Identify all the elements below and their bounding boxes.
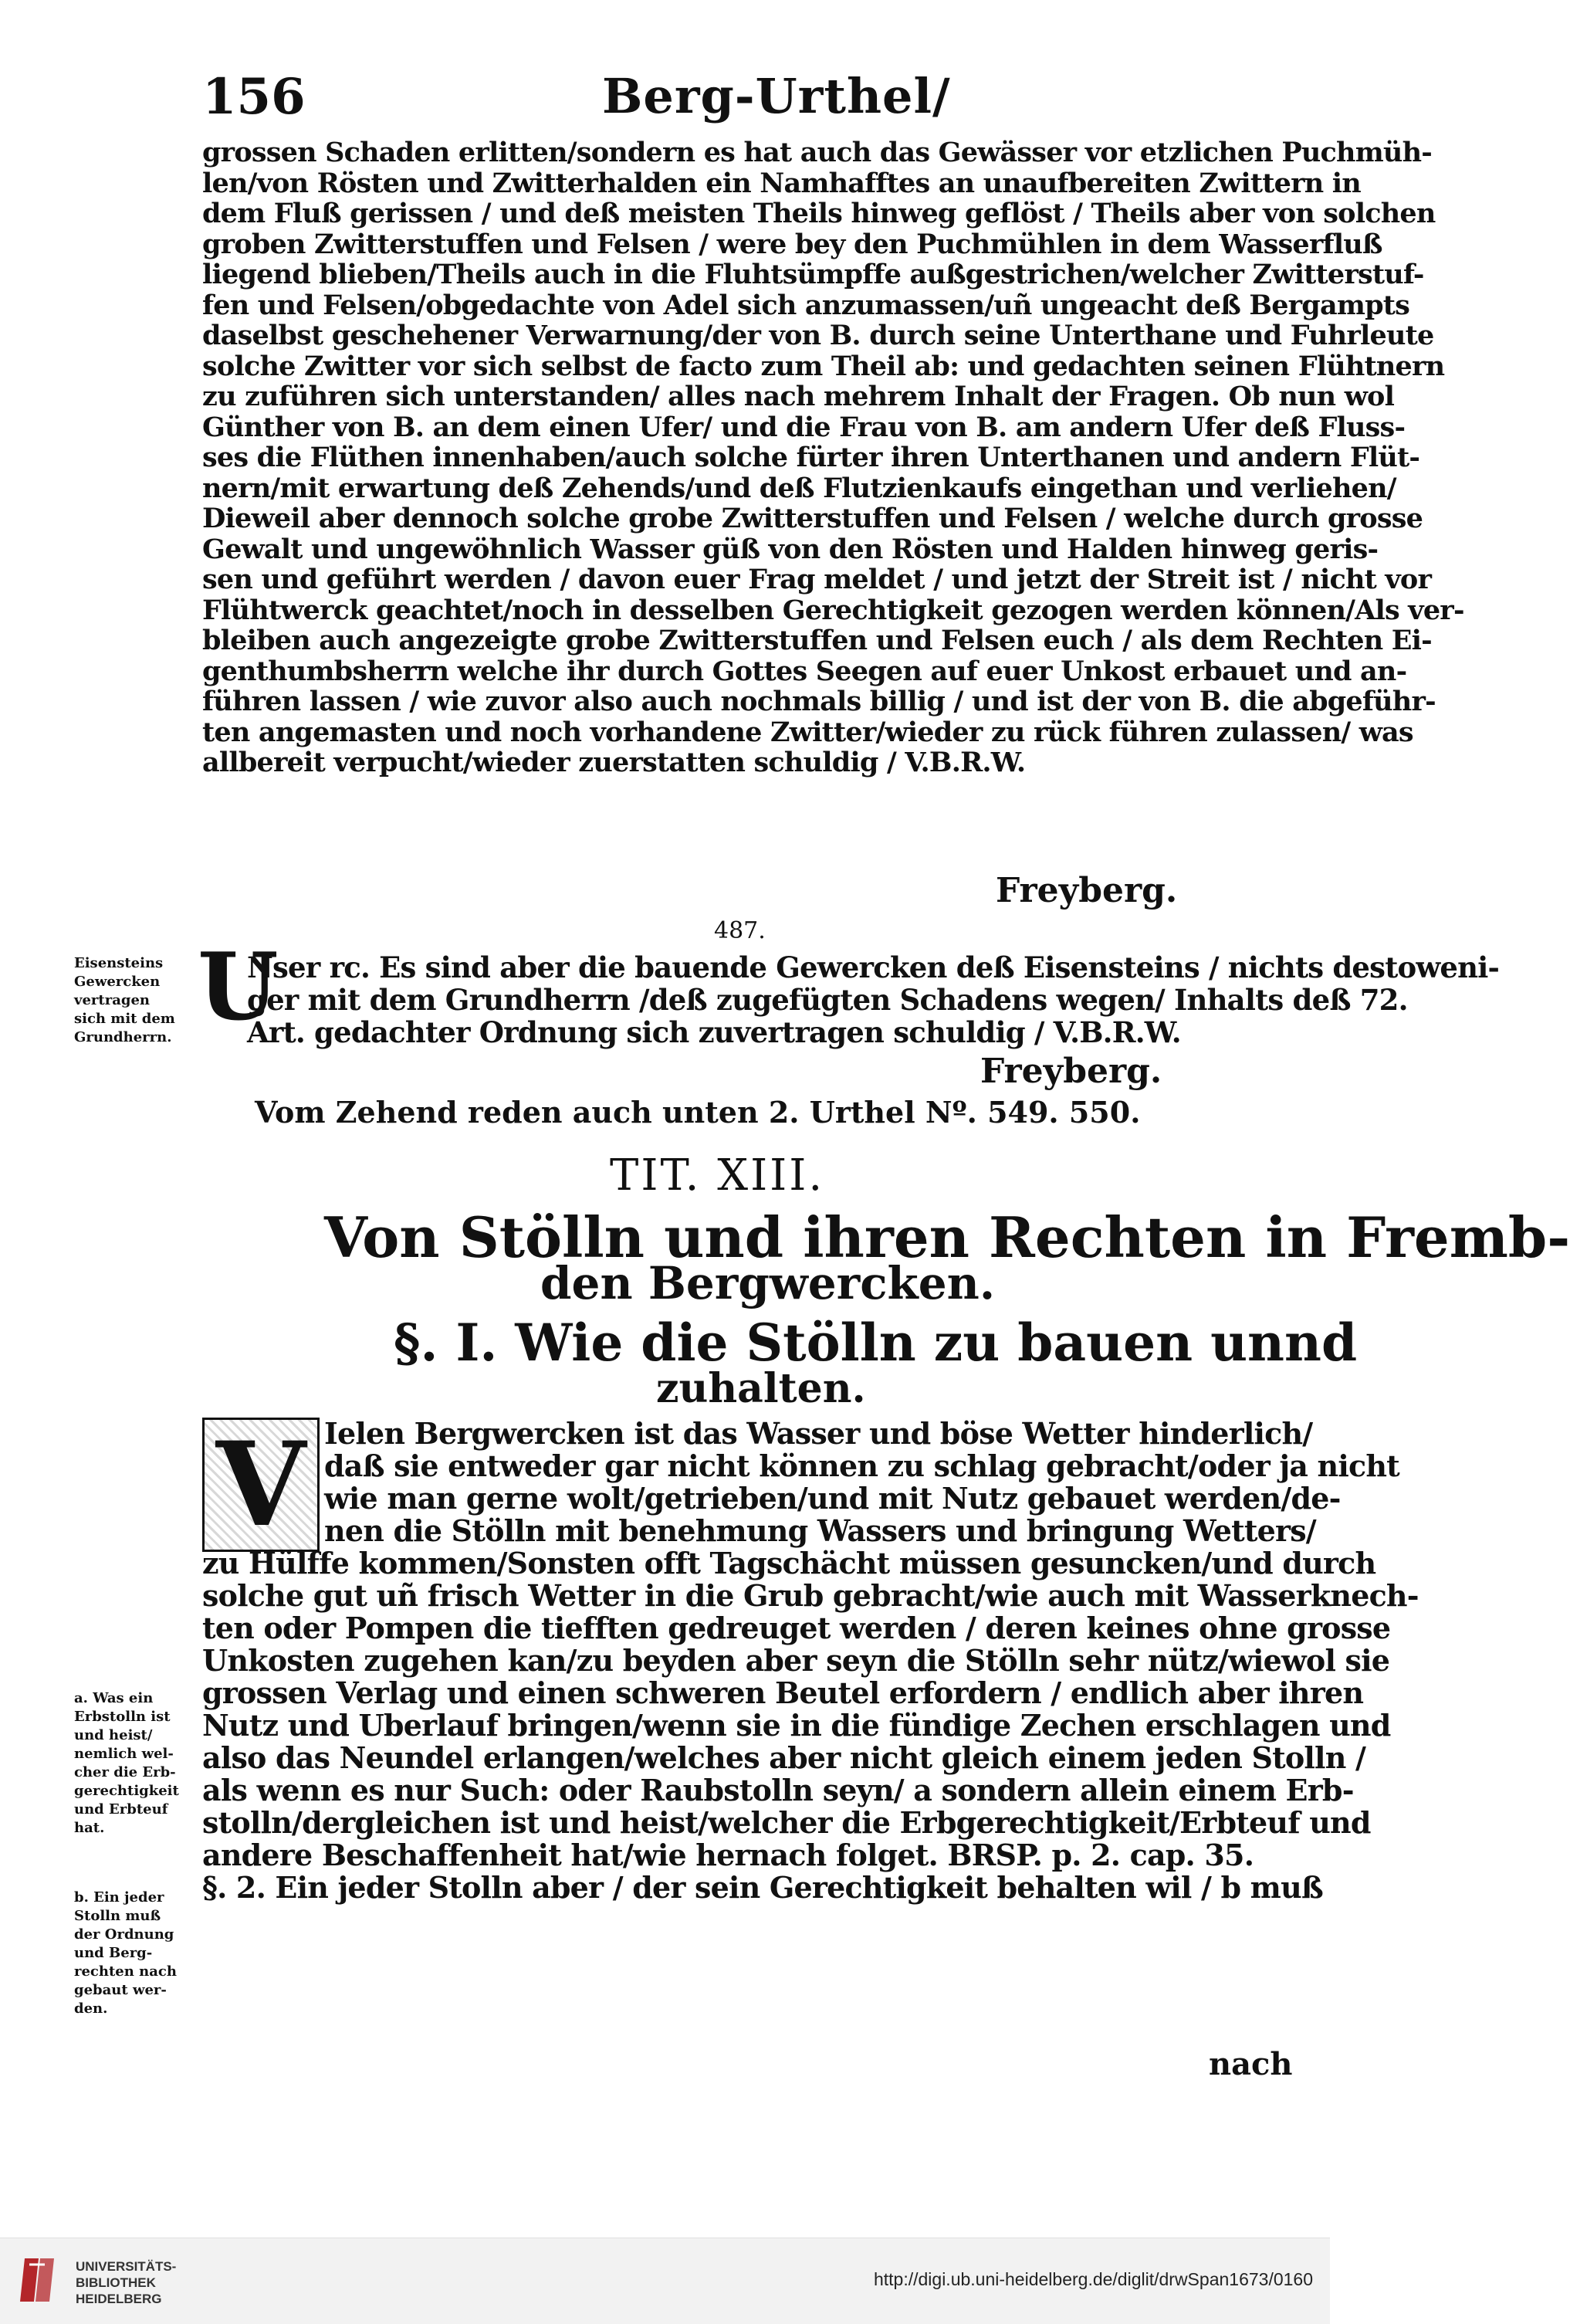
text-line: allbereit verpucht/wieder zuerstatten schuldig / V.B.R.W.: [202, 747, 1026, 778]
text-line: daselbst geschehener Verwarnung/der von B. durch seine Unterthane und Fuhrleute: [202, 320, 1434, 351]
margin-note-stolln: [74, 1889, 198, 2018]
running-title: Berg-Urthel/: [602, 68, 951, 124]
text-line: Nutz und Uberlauf bringen/wenn sie in die fündige Zechen erschlagen und: [202, 1708, 1391, 1743]
chapter-heading: Von Stölln und ihren Rechten in Fremb-: [324, 1204, 1570, 1270]
text-line: sen und geführt werden / davon euer Frag meldet / und jetzt der Streit ist / nicht vor: [202, 564, 1432, 595]
section-heading-continued: zuhalten.: [656, 1365, 866, 1412]
margin-note-eisensteins: [74, 954, 198, 1047]
text-line: solche gut uñ frisch Wetter in die Grub gebracht/wie auch mit Wasserknech-: [202, 1578, 1419, 1613]
article-number: 487.: [714, 917, 766, 944]
margin-line: gebaut wer-: [74, 1982, 167, 1998]
margin-line: vertragen: [74, 992, 150, 1008]
margin-line: hat.: [74, 1820, 105, 1836]
margin-line: b. Ein jeder: [74, 1889, 164, 1906]
source-url-link[interactable]: http://digi.ub.uni-heidelberg.de/diglit/drwSpan1673/0160: [873, 2269, 1313, 2289]
text-line: ses die Flüthen innenhaben/auch solche fürter ihren Unterthanen und andern Flüt-: [202, 442, 1420, 473]
text-line: Art. gedachter Ordnung sich zuvertragen schuldig / V.B.R.W.: [247, 1015, 1181, 1049]
text-line: Nser rc. Es sind aber die bauende Gewercken deß Eisensteins / nichts destoweni-: [247, 950, 1500, 984]
body-text-block-1: [202, 137, 1464, 778]
text-line: §. 2. Ein jeder Stolln aber / der sein Gerechtigkeit behalten wil / b muß: [202, 1870, 1323, 1905]
text-line: andere Beschaffenheit hat/wie hernach folget. BRSP. p. 2. cap. 35.: [202, 1838, 1254, 1872]
text-line: liegend blieben/Theils auch in die Fluhtsümpffe außgestrichen/welcher Zwitterstuf-: [202, 259, 1424, 290]
margin-line: und Erbteuf: [74, 1801, 168, 1818]
text-line: Dieweil aber dennoch solche grobe Zwitterstuffen und Felsen / welche durch grosse: [202, 503, 1423, 534]
text-line: grossen Schaden erlitten/sondern es hat auch das Gewässer vor etzlichen Puchmüh-: [202, 137, 1432, 168]
text-line: nen die Stölln mit benehmung Wassers und bringung Wetters/: [324, 1513, 1316, 1548]
library-name-line: UNIVERSITÄTS-: [76, 2259, 177, 2274]
library-name-line: HEIDELBERG: [76, 2292, 162, 2306]
margin-line: Gewercken: [74, 974, 161, 990]
text-line: Unkosten zugehen kan/zu beyden aber seyn die Stölln sehr nütz/wiewol sie: [202, 1643, 1390, 1678]
text-line: Günther von B. an dem einen Ufer/ und die Frau von B. am andern Ufer deß Fluss-: [202, 411, 1406, 443]
text-line: ten angemasten und noch vorhandene Zwitter/wieder zu rück führen zulassen/ was: [202, 716, 1413, 748]
signature-freyberg-2: Freyberg.: [980, 1052, 1162, 1091]
margin-note-erbstolln: [74, 1689, 198, 1838]
text-line: führen lassen / wie zuvor also auch nochmals billig / und ist der von B. die abgeführ-: [202, 686, 1436, 717]
library-name-line: BIBLIOTHEK: [76, 2275, 156, 2290]
section-heading: §. I. Wie die Stölln zu bauen unnd: [394, 1313, 1358, 1373]
footer-bar: [0, 2238, 1330, 2324]
body-text-block-3b: [202, 1546, 1419, 1905]
margin-line: und heist/: [74, 1727, 153, 1743]
text-line: nern/mit erwartung deß Zehends/und deß Flutzienkaufs eingethan und verliehen/: [202, 472, 1396, 504]
margin-line: a. Was ein: [74, 1690, 154, 1706]
text-line: dem Fluß gerissen / und deß meisten Theils hinweg geflöst / Theils aber von solchen: [202, 198, 1436, 229]
library-logo-icon: [14, 2255, 65, 2305]
text-line: Flühtwerck geachtet/noch in desselben Gerechtigkeit gezogen werden können/Als ver-: [202, 594, 1464, 626]
margin-line: Stolln muß: [74, 1908, 161, 1924]
decorated-dropcap: V: [202, 1418, 320, 1552]
margin-line: sich mit dem: [74, 1011, 175, 1027]
text-line: len/von Rösten und Zwitterhalden ein Namhafftes an unaufbereiten Zwittern in: [202, 167, 1361, 199]
text-line: ger mit dem Grundherrn /deß zugefügten Schadens wegen/ Inhalts deß 72.: [247, 983, 1408, 1017]
text-line: genthumbsherrn welche ihr durch Gottes Seegen auf euer Unkost erbauet und an-: [202, 655, 1407, 687]
text-line: als wenn es nur Such: oder Raubstolln seyn/ a sondern allein einem Erb-: [202, 1773, 1354, 1807]
margin-line: der Ordnung: [74, 1926, 174, 1943]
chapter-heading-continued: den Bergwercken.: [540, 1257, 996, 1309]
margin-line: und Berg-: [74, 1945, 153, 1961]
margin-line: cher die Erb-: [74, 1764, 176, 1780]
initial-letter: U: [198, 933, 279, 1042]
text-line: zu zuführen sich unterstanden/ alles nach mehrem Inhalt der Fragen. Ob nun wol: [202, 381, 1395, 412]
text-line: stolln/dergleichen ist und heist/welcher die Erbgerechtigkeit/Erbteuf und: [202, 1805, 1371, 1840]
signature-freyberg: Freyberg.: [996, 871, 1178, 910]
text-line: wie man gerne wolt/getrieben/und mit Nutz gebauet werden/de-: [324, 1481, 1341, 1516]
margin-line: den.: [74, 2000, 108, 2017]
catchword: nach: [1209, 2046, 1293, 2082]
text-line: grossen Verlag und einen schweren Beutel erfordern / endlich aber ihren: [202, 1675, 1364, 1710]
margin-line: Erbstolln ist: [74, 1709, 171, 1725]
text-line: solche Zwitter vor sich selbst de facto zum Theil ab: und gedachten seinen Flühtnern: [202, 350, 1445, 382]
margin-line: rechten nach: [74, 1963, 177, 1980]
title-number: TIT. XIII.: [610, 1150, 825, 1201]
body-text-block-3a: [324, 1416, 1399, 1548]
text-line: also das Neundel erlangen/welches aber nicht gleich einem jeden Stolln /: [202, 1740, 1366, 1775]
text-line: ten oder Pompen die tiefften gedreuget werden / deren keines ohne grosse: [202, 1611, 1391, 1645]
text-line: Gewalt und ungewöhnlich Wasser güß von den Rösten und Halden hinweg geris-: [202, 533, 1379, 565]
margin-line: Eisensteins: [74, 955, 164, 971]
text-line: Ielen Bergwercken ist das Wasser und böse Wetter hinderlich/: [324, 1416, 1313, 1451]
text-line: zu Hülffe kommen/Sonsten offt Tagschächt müssen gesuncken/und durch: [202, 1546, 1376, 1580]
cross-reference: Vom Zehend reden auch unten 2. Urthel Nº. 549. 550.: [255, 1095, 1141, 1130]
text-line: groben Zwitterstuffen und Felsen / were bey den Puchmühlen in dem Wasserfluß: [202, 228, 1382, 260]
text-line: fen und Felsen/obgedachte von Adel sich anzumassen/uñ ungeacht deß Bergampts: [202, 289, 1410, 321]
page-number: 156: [202, 68, 306, 126]
text-line: bleiben auch angezeigte grobe Zwitterstuffen und Felsen euch / als dem Rechten Ei-: [202, 625, 1432, 656]
text-line: daß sie entweder gar nicht können zu schlag gebracht/oder ja nicht: [324, 1448, 1399, 1483]
margin-line: gerechtigkeit: [74, 1783, 179, 1799]
library-name: [76, 2258, 176, 2307]
body-text-block-2: [247, 950, 1500, 1049]
margin-line: nemlich wel-: [74, 1746, 174, 1762]
margin-line: Grundherrn.: [74, 1029, 172, 1045]
page-header: [185, 68, 1266, 137]
